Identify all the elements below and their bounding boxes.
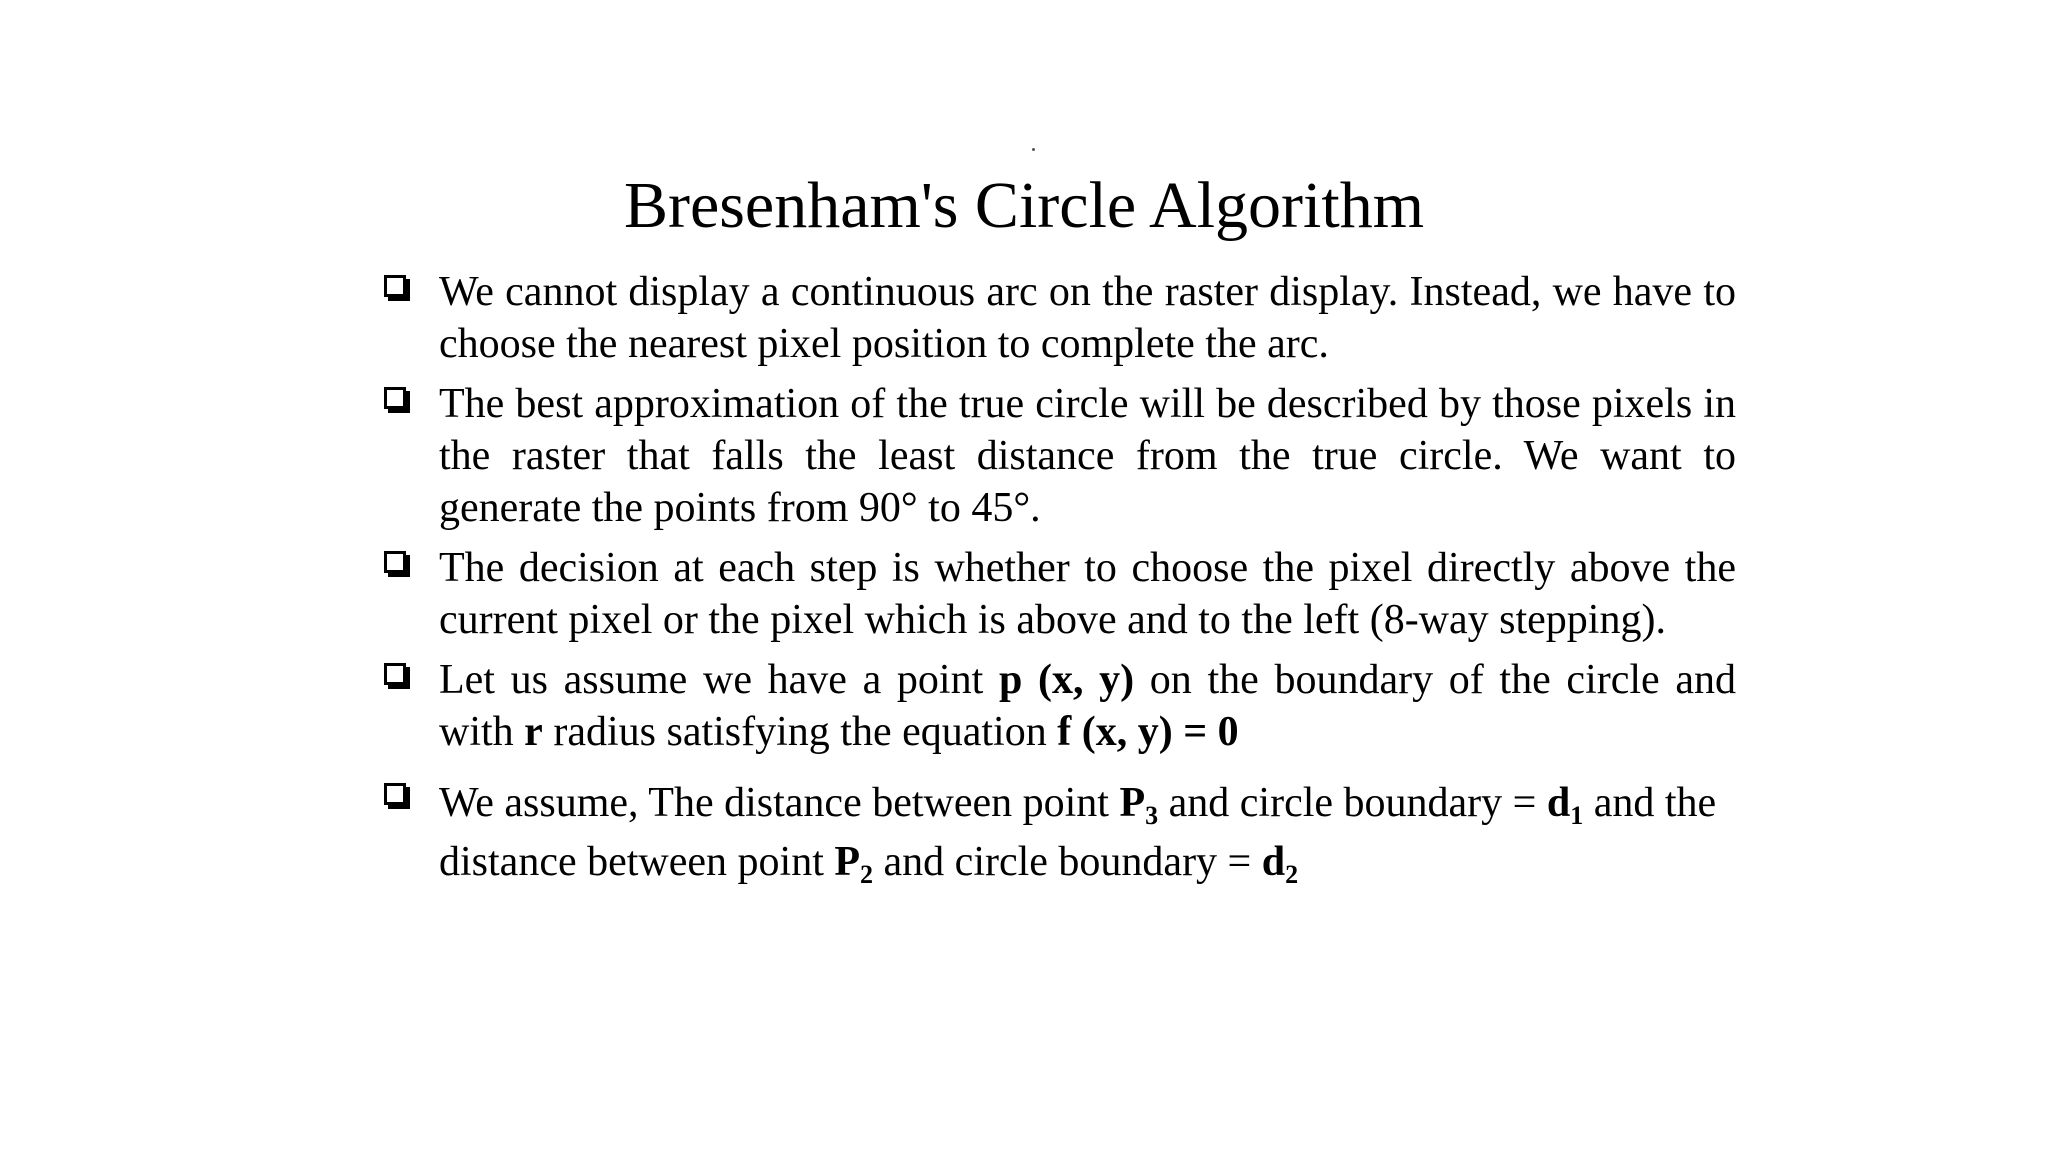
- bullet-text-part: and circle boundary =: [1158, 780, 1547, 826]
- d1-term: $d_1$: [1546, 780, 1584, 830]
- bullet-item: [380, 774, 1736, 892]
- bullet-text-part: and circle boundary =: [873, 839, 1262, 885]
- point-term: p (x, y): [998, 657, 1135, 703]
- d2-term: $d_2$: [1261, 839, 1299, 889]
- slide-title: Bresenham's Circle Algorithm: [623, 169, 1425, 242]
- bullet-text-part: and the distance between point: [439, 780, 1717, 885]
- bullet-text: We cannot display a continuous arc on the raster display. Instead, we have to choose the nearest pixel position to complete the arc.: [439, 269, 1736, 367]
- checkbox-square-icon: [384, 663, 406, 685]
- bullet-item: [380, 542, 1736, 646]
- bullet-text: The decision at each step is whether to choose the pixel directly above the current pixel or the pixel which is above and to the left (8-way stepping).: [439, 545, 1736, 643]
- checkbox-square-icon: [384, 783, 406, 805]
- checkbox-square-icon: [384, 551, 406, 573]
- bullet-item: [380, 654, 1736, 758]
- radius-term: r: [524, 709, 543, 755]
- bullet-text-part: radius satisfying the equation: [542, 709, 1058, 755]
- p2-term: $P_2$: [834, 839, 874, 889]
- bullet-text-part: We assume, The distance between point: [439, 780, 1120, 826]
- decorative-dot: [1032, 148, 1035, 151]
- bullet-text-part: Let us assume we have a point: [439, 657, 999, 703]
- equation-term: f (x, y) = 0: [1057, 709, 1239, 755]
- bullet-item: [380, 266, 1736, 370]
- checkbox-square-icon: [384, 387, 406, 409]
- bullet-list: [380, 266, 1736, 892]
- bullet-text-part: on the boundary of the circle and with: [439, 657, 1736, 755]
- p3-term: $P_3$: [1119, 780, 1159, 830]
- bullet-item: [380, 378, 1736, 534]
- checkbox-square-icon: [384, 275, 406, 297]
- bullet-text: The best approximation of the true circle will be described by those pixels in the raster that falls the least distance from the true circle. We want to generate the points from 90° to 45°.: [439, 381, 1736, 531]
